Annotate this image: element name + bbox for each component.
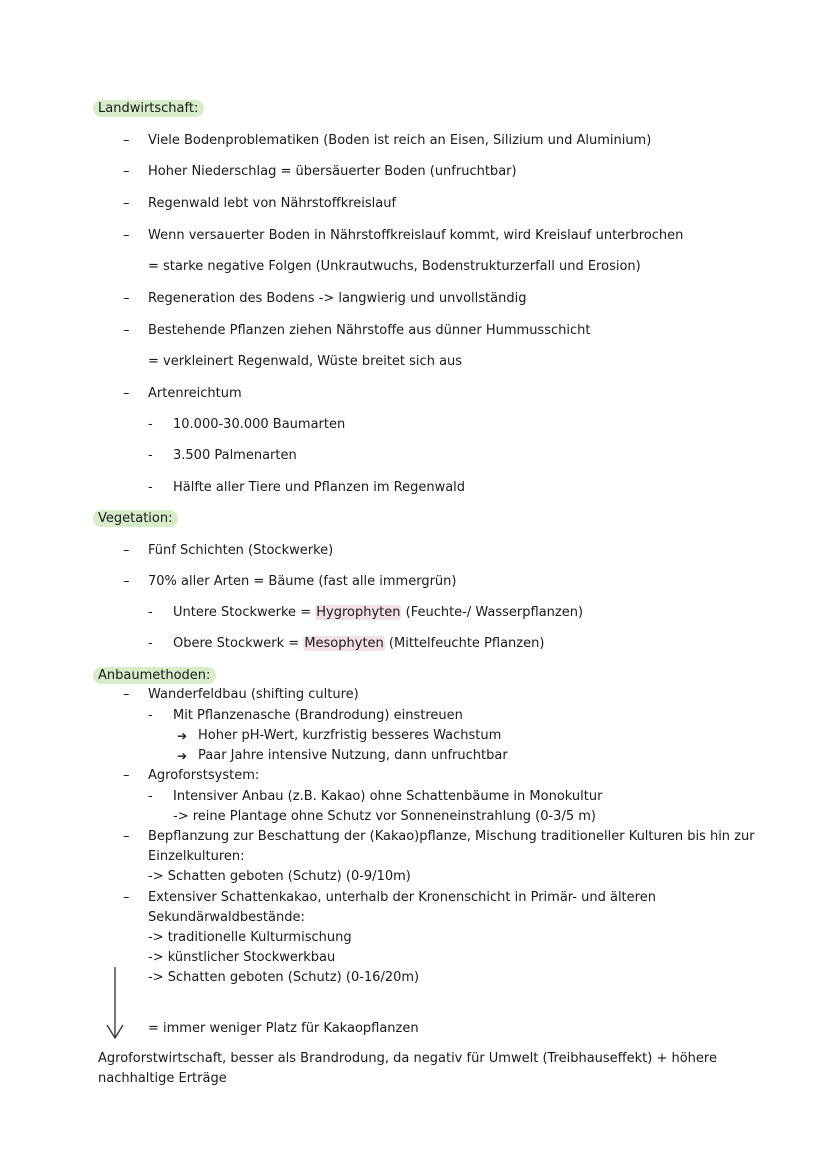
list-item: Hoher Niederschlag = übersäuerter Boden (unfruchtbar) — [148, 164, 517, 179]
dash-bullet: – — [123, 687, 130, 702]
dash-bullet: – — [123, 829, 130, 844]
list-item: Fünf Schichten (Stockwerke) — [148, 543, 334, 558]
list-item: Wanderfeldbau (shifting culture) — [148, 687, 359, 702]
dash-bullet: – — [123, 164, 130, 179]
heading-landwirtschaft: Landwirtschaft: — [93, 100, 204, 118]
dash-bullet: – — [123, 323, 130, 338]
highlight-hygrophyten: Hygrophyten — [316, 605, 401, 620]
list-item: Bestehende Pflanzen ziehen Nährstoffe aus dünner Hummusschicht — [148, 323, 591, 338]
dash-bullet: – — [123, 890, 130, 905]
arrow-item: Hoher pH-Wert, kurzfristig besseres Wachstum — [198, 728, 502, 743]
arrow-item: Paar Jahre intensive Nutzung, dann unfruchtbar — [198, 748, 508, 763]
sub-list-item-continuation: -> reine Plantage ohne Schutz vor Sonneneinstrahlung (0-3/5 m) — [173, 809, 596, 824]
result-line: = immer weniger Platz für Kakaopflanzen — [148, 1021, 419, 1036]
list-item-continuation: -> Schatten geboten (Schutz) (0-9/10m) — [148, 869, 411, 884]
conclusion-line: nachhaltige Erträge — [98, 1071, 227, 1086]
highlight-mesophyten: Mesophyten — [304, 636, 384, 651]
list-item: Regeneration des Bodens -> langwierig und unvollständig — [148, 291, 527, 306]
list-item-continuation: -> traditionelle Kulturmischung — [148, 930, 352, 945]
list-item: Viele Bodenproblematiken (Boden ist reich an Eisen, Silizium und Aluminium) — [148, 133, 652, 148]
list-item: Bepflanzung zur Beschattung der (Kakao)pflanze, Mischung traditioneller Kulturen bis hin zur — [148, 829, 755, 844]
conclusion-line: Agroforstwirtschaft, besser als Brandrodung, da negativ für Umwelt (Treibhauseffekt) + höhere — [98, 1051, 717, 1066]
dash-bullet: – — [123, 196, 130, 211]
list-item-continuation: = starke negative Folgen (Unkrautwuchs, Bodenstrukturzerfall und Erosion) — [148, 259, 641, 274]
list-item: Wenn versauerter Boden in Nährstoffkreislauf kommt, wird Kreislauf unterbrochen — [148, 228, 684, 243]
hyphen-bullet: - — [148, 708, 153, 723]
list-item-continuation: Einzelkulturen: — [148, 849, 245, 864]
sub-list-item-mesophyten: Obere Stockwerk = Mesophyten (Mittelfeuchte Pflanzen) — [173, 636, 545, 651]
down-arrow-icon — [104, 965, 126, 1041]
dash-bullet: – — [123, 768, 130, 783]
hyphen-bullet: - — [148, 605, 153, 620]
list-item-continuation: -> künstlicher Stockwerkbau — [148, 950, 336, 965]
list-item-continuation: Sekundärwaldbestände: — [148, 910, 305, 925]
dash-bullet: – — [123, 291, 130, 306]
heading-anbaumethoden: Anbaumethoden: — [93, 667, 216, 685]
dash-bullet: – — [123, 133, 130, 148]
sub-list-item: Hälfte aller Tiere und Pflanzen im Regenwald — [173, 480, 466, 495]
list-item-continuation: = verkleinert Regenwald, Wüste breitet sich aus — [148, 354, 463, 369]
list-item-continuation: -> Schatten geboten (Schutz) (0-16/20m) — [148, 970, 420, 985]
dash-bullet: – — [123, 543, 130, 558]
hyphen-bullet: - — [148, 636, 153, 651]
list-item: Extensiver Schattenkakao, unterhalb der Kronenschicht in Primär- und älteren — [148, 890, 656, 905]
dash-bullet: – — [123, 386, 130, 401]
sub-list-item-hygrophyten: Untere Stockwerke = Hygrophyten (Feuchte-/ Wasserpflanzen) — [173, 605, 584, 620]
sub-list-item: 3.500 Palmenarten — [173, 448, 297, 463]
dash-bullet: – — [123, 228, 130, 243]
arrow-right-icon: ➔ — [177, 749, 188, 763]
list-item: 70% aller Arten = Bäume (fast alle immergrün) — [148, 574, 457, 589]
list-item: Artenreichtum — [148, 386, 242, 401]
list-item: Regenwald lebt von Nährstoffkreislauf — [148, 196, 397, 211]
hyphen-bullet: - — [148, 417, 153, 432]
hyphen-bullet: - — [148, 789, 153, 804]
list-item: Agroforstsystem: — [148, 768, 260, 783]
heading-vegetation: Vegetation: — [93, 510, 178, 528]
hyphen-bullet: - — [148, 480, 153, 495]
hyphen-bullet: - — [148, 448, 153, 463]
sub-list-item: Intensiver Anbau (z.B. Kakao) ohne Schattenbäume in Monokultur — [173, 789, 603, 804]
dash-bullet: – — [123, 574, 130, 589]
arrow-right-icon: ➔ — [177, 729, 188, 743]
sub-list-item: Mit Pflanzenasche (Brandrodung) einstreuen — [173, 708, 463, 723]
sub-list-item: 10.000-30.000 Baumarten — [173, 417, 346, 432]
